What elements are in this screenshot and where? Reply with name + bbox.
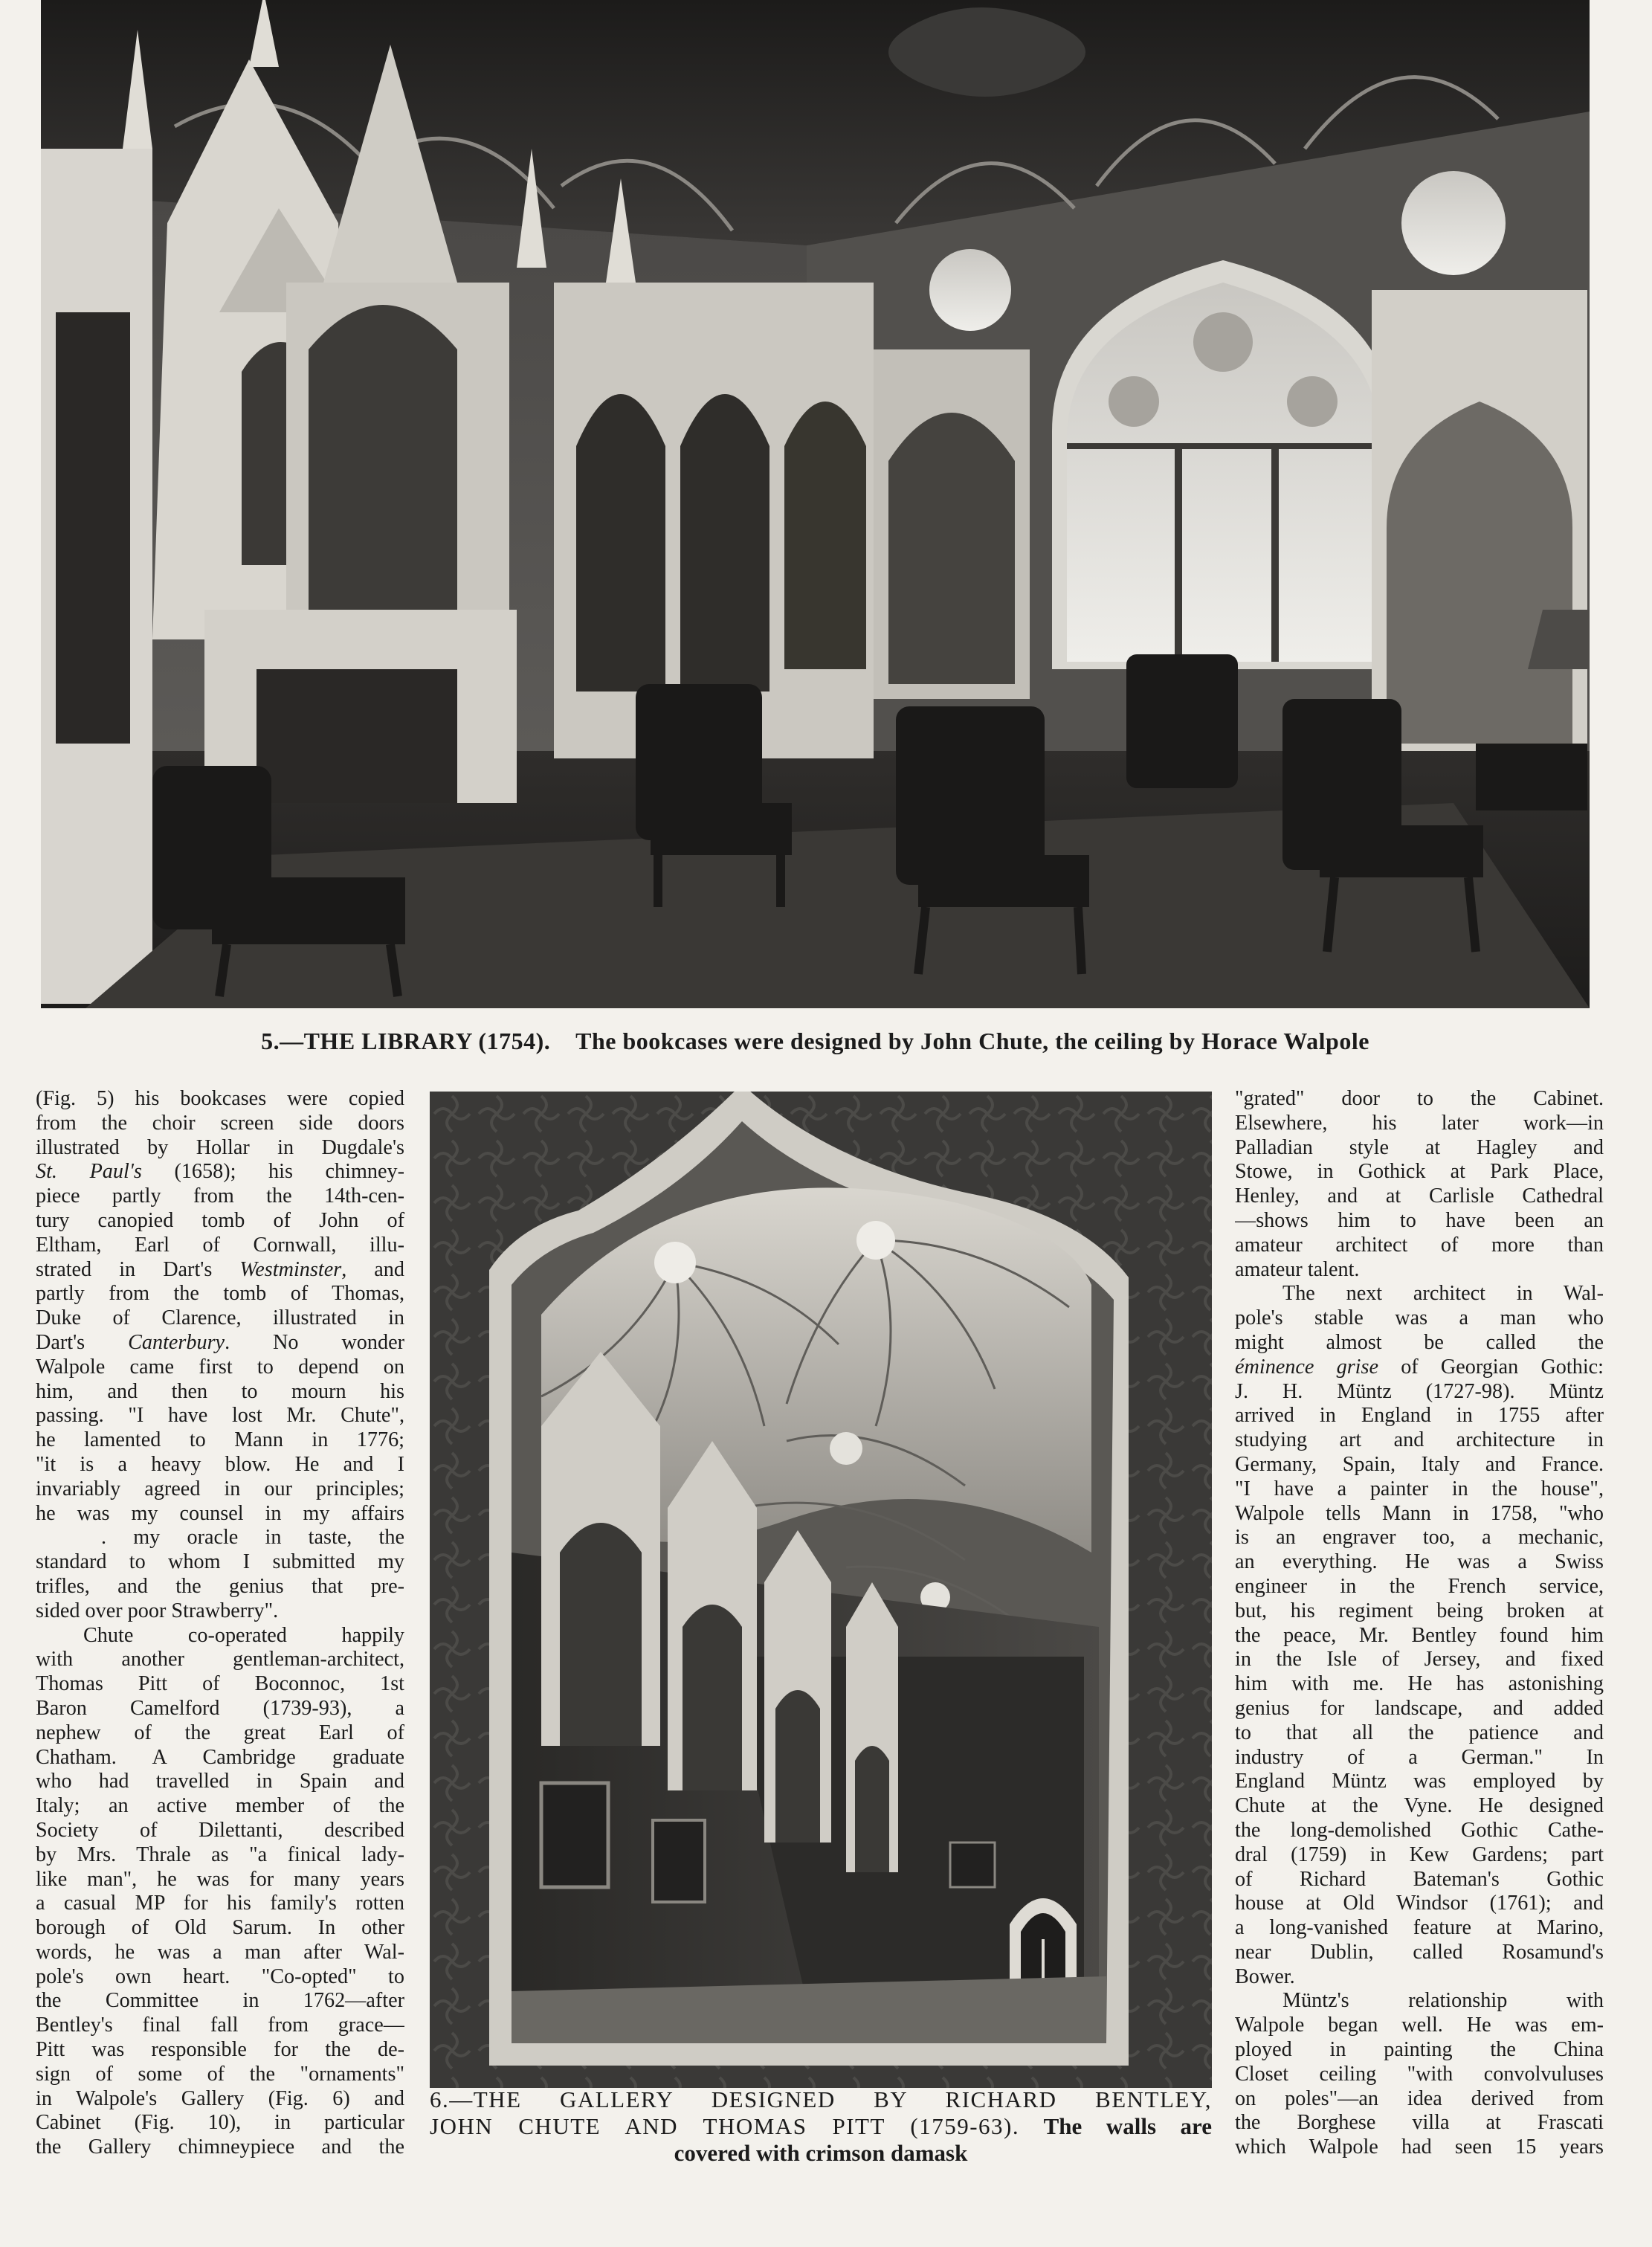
text-line: to that all the patience and	[1235, 1721, 1604, 1744]
text-line: genius for landscape, and added	[1235, 1696, 1604, 1720]
text-line: standard to whom I submitted my	[36, 1550, 404, 1574]
text-line: Bower.	[1235, 1964, 1295, 1988]
text-line: Closet ceiling "with convolvuluses	[1235, 2062, 1604, 2086]
text-line: amateur architect of more than	[1235, 1233, 1604, 1257]
text-line: Henley, and at Carlisle Cathedral	[1235, 1184, 1604, 1208]
text-line: piece partly from the 14th-cen-	[36, 1184, 404, 1208]
text-line: Chatham. A Cambridge graduate	[36, 1745, 404, 1769]
text-line: on poles"—an idea derived from	[1235, 2086, 1604, 2110]
text-line: in the Isle of Jersey, and fixed	[1235, 1648, 1604, 1671]
figure-5-caption-title: 5.—THE LIBRARY (1754).	[261, 1028, 551, 1054]
figure-6-caption-line-2-bold: The walls are	[1043, 2113, 1212, 2139]
text-line: a casual MP for his family's rotten	[36, 1892, 404, 1915]
text-line: Stowe, in Gothick at Park Place,	[1235, 1160, 1604, 1184]
text-line: the Committee in 1762—after	[36, 1989, 404, 2013]
text-line: "it is a heavy blow. He and I	[36, 1452, 404, 1476]
text-line: Eltham, Earl of Cornwall, illu-	[36, 1233, 404, 1257]
text-line: Walpole came first to depend on	[36, 1355, 404, 1379]
text-line: near Dublin, called Rosamund's	[1235, 1940, 1604, 1964]
gallery-photo-drawing	[430, 1092, 1212, 2088]
text-line: Walpole tells Mann in 1758, "who	[1235, 1501, 1604, 1525]
text-line: he was my counsel in my affairs	[36, 1501, 404, 1525]
text-line: strated in Dart's Westminster, and	[36, 1257, 404, 1281]
paragraph-start-line: Müntz's relationship with	[1282, 1989, 1604, 2013]
text-line: him, and then to mourn his	[36, 1379, 404, 1403]
text-line: a long-vanished feature at Marino,	[1235, 1916, 1604, 1940]
text-line-italic-term: éminence grise of Georgian Gothic:	[1235, 1355, 1604, 1379]
text-line: Dart's Canterbury. No wonder	[36, 1330, 404, 1354]
text-line: engineer in the French service,	[1235, 1574, 1604, 1598]
library-photo-drawing	[41, 0, 1590, 1008]
text-line: Pitt was responsible for the de-	[36, 2038, 404, 2062]
text-line: he lamented to Mann in 1776;	[36, 1428, 404, 1452]
paragraph-start-line: The next architect in Wal-	[1282, 1282, 1604, 1306]
text-line: Society of Dilettanti, described	[36, 1818, 404, 1842]
text-line: J. H. Müntz (1727-98). Müntz	[1235, 1379, 1604, 1403]
text-line: who had travelled in Spain and	[36, 1770, 404, 1793]
figure-6-caption-line-1: 6.—THE GALLERY DESIGNED BY RICHARD BENTLEY,	[430, 2086, 1212, 2112]
text-line: Germany, Spain, Italy and France.	[1235, 1452, 1604, 1476]
text-line: like man", he was for many years	[36, 1867, 404, 1891]
paragraph-start-line: Chute co-operated happily	[83, 1623, 404, 1647]
text-line: the Gallery chimneypiece and the	[36, 2135, 404, 2159]
text-line: invariably agreed in our principles;	[36, 1477, 404, 1500]
text-line: Italy; an active member of the	[36, 1794, 404, 1818]
text-line: Cabinet (Fig. 10), in particular	[36, 2111, 404, 2135]
text-line: dral (1759) in Kew Gardens; part	[1235, 1843, 1604, 1866]
text-line: . my oracle in taste, the	[101, 1526, 404, 1550]
figure-6-caption	[430, 2086, 1212, 2167]
text-line: tury canopied tomb of John of	[36, 1208, 404, 1232]
text-line: nephew of the great Earl of	[36, 1721, 404, 1744]
library-photograph	[41, 0, 1590, 1008]
text-line: (Fig. 5) his bookcases were copied	[36, 1087, 404, 1110]
text-line: house at Old Windsor (1761); and	[1235, 1892, 1604, 1915]
text-line: trifles, and the genius that pre-	[36, 1574, 404, 1598]
right-text-column	[1235, 1087, 1604, 2160]
text-line: "I have a painter in the house",	[1235, 1477, 1604, 1500]
text-line: of Richard Bateman's Gothic	[1235, 1867, 1604, 1891]
text-line: passing. "I have lost Mr. Chute",	[36, 1404, 404, 1428]
text-line: pole's stable was a man who	[1235, 1306, 1604, 1330]
text-line: which Walpole had seen 15 years	[1235, 2135, 1604, 2159]
text-line: Palladian style at Hagley and	[1235, 1135, 1604, 1159]
text-line: him with me. He has astonishing	[1235, 1672, 1604, 1696]
text-line: —shows him to have been an	[1235, 1208, 1604, 1232]
text-line: is an engraver too, a mechanic,	[1235, 1526, 1604, 1550]
text-line: studying art and architecture in	[1235, 1428, 1604, 1452]
text-line: industry of a German." In	[1235, 1745, 1604, 1769]
text-line: might almost be called the	[1235, 1330, 1604, 1354]
text-line: amateur talent.	[1235, 1257, 1360, 1281]
text-line: with another gentleman-architect,	[36, 1648, 404, 1671]
text-line: Elsewhere, his later work—in	[1235, 1111, 1604, 1135]
text-line: an everything. He was a Swiss	[1235, 1550, 1604, 1574]
text-line: borough of Old Sarum. In other	[36, 1916, 404, 1940]
text-line: partly from the tomb of Thomas,	[36, 1282, 404, 1306]
text-line: Baron Camelford (1739-93), a	[36, 1696, 404, 1720]
text-line: ployed in painting the China	[1235, 2038, 1604, 2062]
text-line: pole's own heart. "Co-opted" to	[36, 1964, 404, 1988]
text-line: by Mrs. Thrale as "a finical lady-	[36, 1843, 404, 1866]
figure-6-caption-line-3: covered with crimson damask	[674, 2140, 968, 2166]
text-line: from the choir screen side doors	[36, 1111, 404, 1135]
figure-5-caption-text: The bookcases were designed by John Chute, the ceiling by Horace Walpole	[575, 1028, 1369, 1054]
text-line: the peace, Mr. Bentley found him	[1235, 1623, 1604, 1647]
text-line: Chute at the Vyne. He designed	[1235, 1794, 1604, 1818]
text-line: Walpole began well. He was em-	[1235, 2014, 1604, 2037]
italic-title: St. Paul's	[36, 1160, 142, 1184]
text-line: but, his regiment being broken at	[1235, 1599, 1604, 1622]
italic-title: éminence grise	[1235, 1355, 1378, 1379]
italic-title: Westminster	[239, 1257, 342, 1281]
text-line: illustrated by Hollar in Dugdale's	[36, 1135, 404, 1159]
text-line: in Walpole's Gallery (Fig. 6) and	[36, 2086, 404, 2110]
italic-title: Canterbury	[128, 1330, 225, 1354]
text-line: words, he was a man after Wal-	[36, 1940, 404, 1964]
text-line: Duke of Clarence, illustrated in	[36, 1306, 404, 1330]
figure-5-caption	[41, 1028, 1590, 1055]
figure-6-caption-line-2-upper: JOHN CHUTE AND THOMAS PITT (1759-63).	[430, 2113, 1020, 2139]
text-line: Bentley's final fall from grace—	[36, 2014, 404, 2037]
text-line-italic-title: St. Paul's (1658); his chimney-	[36, 1160, 404, 1184]
text-line: "grated" door to the Cabinet.	[1235, 1087, 1604, 1110]
figure-6-caption-line-2	[430, 2113, 1212, 2140]
left-text-column	[36, 1087, 404, 2160]
text-line: Thomas Pitt of Boconnoc, 1st	[36, 1672, 404, 1696]
text-line: the Borghese villa at Frascati	[1235, 2111, 1604, 2135]
text-line: England Müntz was employed by	[1235, 1770, 1604, 1793]
text-line: sign of some of the "ornaments"	[36, 2062, 404, 2086]
text-line: the long-demolished Gothic Cathe-	[1235, 1818, 1604, 1842]
text-line: sided over poor Strawberry".	[36, 1599, 279, 1622]
gallery-photograph	[430, 1092, 1212, 2088]
text-line: arrived in England in 1755 after	[1235, 1404, 1604, 1428]
